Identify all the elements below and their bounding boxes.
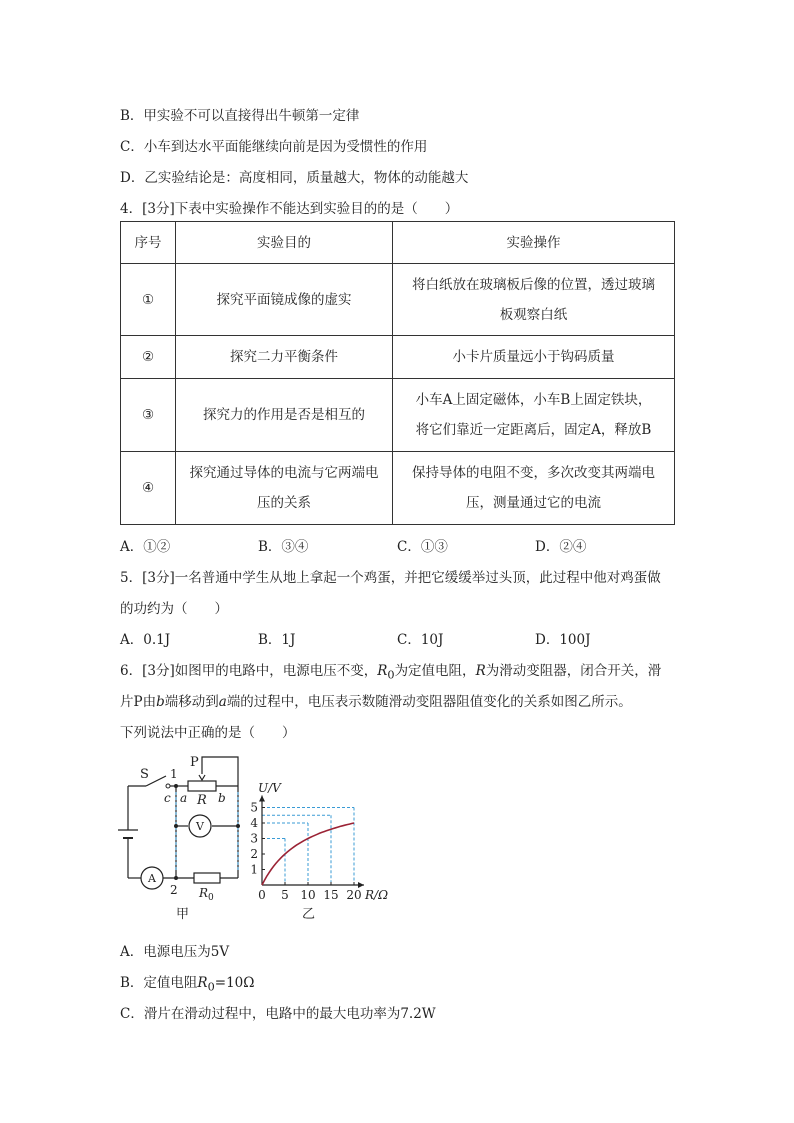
row-operation: 小车A上固定磁体，小车B上固定铁块， 将它们靠近一定距离后，固定A，释放B (393, 379, 675, 452)
option-b-line: B．甲实验不可以直接得出牛顿第一定律 (120, 108, 360, 124)
circuit-diagram (118, 757, 238, 889)
caption-yi: 乙 (302, 907, 316, 922)
y-tick-label: 1 (250, 862, 258, 877)
q4-option-a: A．①② (120, 539, 171, 555)
row-operation: 将白纸放在玻璃板后像的位置，透过玻璃 板观察白纸 (393, 264, 675, 336)
table-header-row (121, 222, 675, 264)
table-row (121, 452, 675, 525)
y-tick-label: 5 (250, 800, 258, 815)
row-goal: 探究通过导体的电流与它两端电 压的关系 (176, 452, 393, 525)
experiment-table (120, 221, 675, 525)
junction-dot (174, 824, 178, 828)
label-b: b (218, 791, 226, 805)
label-1: 1 (170, 767, 178, 781)
q5-option-d: D．100J (535, 632, 591, 648)
rheostat-r (188, 781, 216, 791)
y-axis-label: U/V (258, 781, 281, 795)
row-number: ② (121, 336, 176, 379)
label-p: P (190, 755, 199, 770)
junction-dot (174, 876, 178, 880)
q5-option-a: A．0.1J (120, 632, 171, 648)
label-a: a (180, 791, 188, 805)
x-tick-label: 10 (300, 888, 316, 902)
row-goal: 探究二力平衡条件 (176, 336, 393, 379)
x-tick-label: 0 (258, 888, 266, 902)
slider-wire (202, 757, 238, 786)
header-number: 序号 (121, 222, 176, 264)
question-4-options (120, 535, 680, 555)
q4-option-c: C．①③ (397, 539, 448, 555)
y-tick-label: 4 (250, 816, 258, 830)
q4-option-b: B．③④ (258, 539, 309, 555)
q6-option-a: A．电源电压为5V (120, 944, 230, 960)
row-goal: 探究力的作用是否是相互的 (176, 379, 393, 452)
option-d-line: D．乙实验结论是：高度相同，质量越大，物体的动能越大 (120, 170, 469, 186)
question-5-options (120, 628, 680, 648)
header-goal: 实验目的 (176, 222, 393, 264)
table-row (121, 264, 675, 336)
resistor-r0 (194, 873, 220, 883)
slider-arrow (199, 775, 205, 780)
voltmeter-label: V (196, 820, 204, 833)
question-4-stem: 4．[3分]下表中实验操作不能达到实验目的的是（ ） (120, 201, 459, 217)
table-row (121, 379, 675, 452)
option-c-line: C．小车到达水平面能继续向前是因为受惯性的作用 (120, 139, 428, 155)
question-6-stem-line2: 片P由b端移动到a端的过程中，电压表示数随滑动变阻器阻值变化的关系如图乙所示。 (120, 694, 632, 710)
q5-option-c: C．10J (397, 632, 444, 648)
label-r0: $R_0$ (199, 886, 214, 903)
q6-option-b: B．定值电阻$R_0=10\Omega$ (120, 975, 255, 994)
row-operation: 小卡片质量远小于钩码质量 (393, 336, 675, 379)
junction-dot (174, 784, 178, 788)
label-s: S (140, 767, 149, 782)
voltage-resistance-chart (240, 778, 400, 930)
label-c: c (164, 791, 171, 805)
q6-option-c: C．滑片在滑动过程中，电路中的最大电功率为7.2W (120, 1006, 436, 1022)
caption-jia: 甲 (176, 907, 190, 922)
ammeter-label: A (148, 872, 156, 885)
y-tick-label: 3 (250, 831, 258, 846)
x-axis-label: R/Ω (365, 888, 389, 902)
chart-guides (262, 808, 354, 886)
q4-option-d: D．②④ (535, 539, 587, 555)
row-number: ④ (121, 452, 176, 525)
switch-blade (146, 776, 166, 786)
label-r: R (197, 793, 207, 808)
question-6-stem-line1: 6．[3分]如图甲的电路中，电源电压不变，$R_0$为定值电阻，R为滑动变阻器，闭合开关，滑 (120, 663, 662, 682)
row-number: ① (121, 264, 176, 336)
switch-contact (166, 784, 170, 788)
question-5-stem-line2: 的功约为（ ） (120, 601, 228, 617)
x-tick-label: 20 (346, 888, 362, 902)
header-operation: 实验操作 (393, 222, 675, 264)
label-2: 2 (170, 883, 178, 897)
q5-option-b: B．1J (258, 632, 296, 648)
row-goal: 探究平面镜成像的虚实 (176, 264, 393, 336)
y-tick-label: 2 (250, 847, 258, 861)
x-tick-label: 15 (323, 888, 339, 902)
question-5-stem-line1: 5．[3分]一名普通中学生从地上拿起一个鸡蛋，并把它缓缓举过头顶，此过程中他对鸡蛋做 (120, 570, 661, 586)
table-row (121, 336, 675, 379)
row-operation: 保持导体的电阻不变，多次改变其两端电 压，测量通过它的电流 (393, 452, 675, 525)
question-6-stem-line3: 下列说法中正确的是（ ） (120, 725, 296, 741)
y-axis-arrow (259, 796, 265, 802)
chart-axes (250, 781, 388, 902)
row-number: ③ (121, 379, 176, 452)
x-tick-label: 5 (281, 888, 289, 902)
